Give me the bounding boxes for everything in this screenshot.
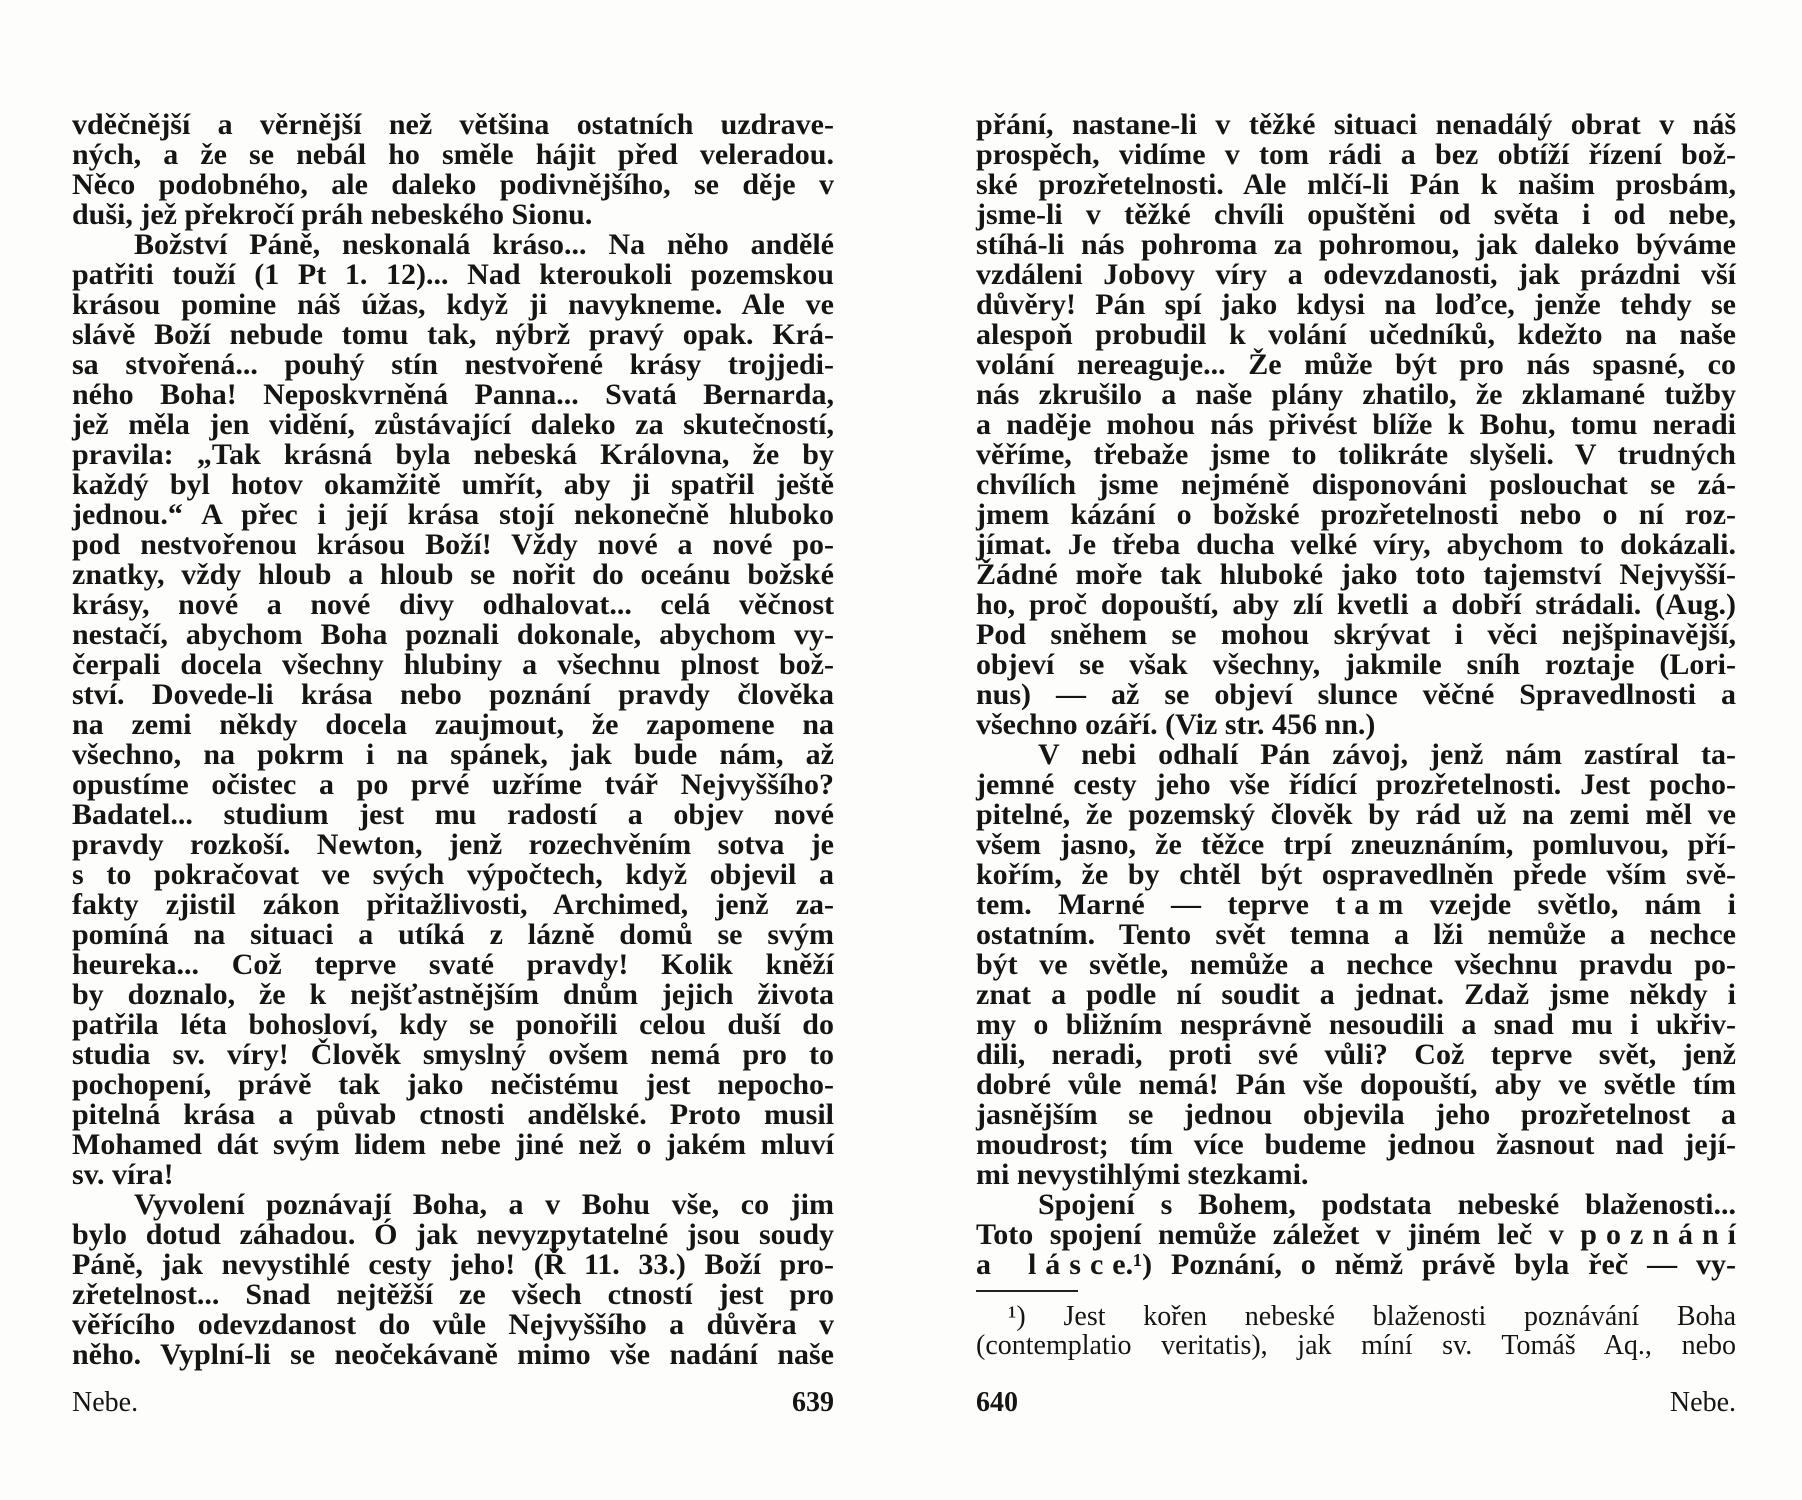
text-line: pitelné, že pozemský člověk by rád už na zemi měl ve [976,798,1736,831]
text-line: pitelná krása a půvab ctnosti andělské. Proto musil [72,1098,834,1131]
text-line: prospěch, vidíme v tom rádi a bez obtíží řízení bož- [976,138,1736,171]
right-page-footer [976,1388,1736,1418]
text-line: stíhá-li nás pohroma za pohromou, jak daleko býváme [976,228,1736,261]
footnote [976,1302,1736,1360]
text-line [976,1250,1736,1280]
text-line: pomíná na situaci a utíká z lázně domů se svým [72,918,834,951]
text-line: něho. Vyplní-li se neočekávaně mimo vše nadání naše [72,1338,834,1371]
text-line: ných, a že se nebál ho směle hájit před veleradou. [72,138,834,171]
text-line: Žádné moře tak hluboké jako toto tajemství Nejvyšší- [976,558,1736,591]
text-line: jež měla jen vidění, zůstávající daleko za skutečností, [72,408,834,441]
text-line: pod nestvořenou krásou Boží! Vždy nové a nové po- [72,528,834,561]
text-line: věříme, třebaže jsme to tolikráte slyšeli. V trudných [976,438,1736,471]
text-line: všechno, na pokrm i na spánek, jak bude nám, až [72,738,834,771]
text-line: znatky, vždy hloub a hloub se nořit do oceánu božské [72,558,834,591]
text-line: pravdy rozkoší. Newton, jenž rozechvěním sotva je [72,828,834,861]
text-line: jmem kázání o božské prozřetelnosti nebo o ní roz- [976,498,1736,531]
text-line: vzdáleni Jobovy víry a odevzdanosti, jak prázdni vší [976,258,1736,291]
text-line: heureka... Což teprve svaté pravdy! Kolik kněží [72,948,834,981]
text-line: my o bližním nesprávně nesoudili a snad mu i ukřiv- [976,1008,1736,1041]
text-line: nus) — až se objeví slunce věčné Spravedlnosti a [976,678,1736,711]
text-line: všem jasno, že těžce trpí zneuznáním, pomluvou, pří- [976,828,1736,861]
text-line: sa stvořená... pouhý stín nestvořené krásy trojjedi- [72,348,834,381]
text-line: jímat. Je třeba ducha velké víry, abychom to dokázali. [976,528,1736,561]
text-line: volání nereaguje... Že může být pro nás spasné, co [976,348,1736,381]
text-line: krásou pomine náš úžas, když ji navykneme. Ale ve [72,288,834,321]
right-page-text [976,108,1745,1281]
text-segment: Toto spojení nemůže záležet v jiném leč v [976,1218,1581,1251]
text-line: sv. víra! [72,1158,174,1191]
text-line: důvěry! Pán spí jako kdysi na loďce, jenže tehdy se [976,288,1736,321]
text-line: každý byl hotov okamžitě umřít, aby ji spatřil ještě [72,468,834,501]
text-line: pochopení, právě tak jako nečistému jest nepocho- [72,1068,834,1101]
text-line: Pod sněhem se mohou skrývat i věci nejšpinavější, [976,618,1736,651]
text-line: mi nevystihlými stezkami. [976,1158,1309,1191]
text-line: Mohamed dát svým lidem nebe jiné než o jakém mluví [72,1128,834,1161]
text-line: Vyvolení poznávají Boha, a v Bohu vše, co jim [134,1188,834,1221]
text-line: V nebi odhalí Pán závoj, jenž nám zastíral ta- [1038,738,1736,771]
text-line: přání, nastane-li v těžké situaci nenadálý obrat v náš [976,108,1736,141]
left-page-footer [72,1388,834,1418]
text-line: Něco podobného, ale daleko podivnějšího, se děje v [72,168,834,201]
text-line: Badatel... studium jest mu radostí a objev nové [72,798,834,831]
footnote-line: ¹) Jest kořen nebeské blaženosti poznávání Boha [1008,1301,1736,1332]
page-number: 639 [792,1387,834,1418]
text-line: být ve světle, nemůže a nechce všechnu pravdu po- [976,948,1736,981]
footnote-rule [976,1290,1078,1292]
text-line: nestačí, abychom Boha poznali dokonale, abychom vy- [72,618,834,651]
text-line: ného Boha! Neposkvrněná Panna... Svatá Bernarda, [72,378,834,411]
text-line: věřícího odevzdanost do vůle Nejvyššího a důvěra v [72,1308,834,1341]
text-line: duši, jež překročí práh nebeského Sionu. [72,198,593,231]
text-line: slávě Boží nebude tomu tak, nýbrž pravý opak. Krá- [72,318,834,351]
text-line: fakty zjistil zákon přitažlivosti, Archimed, jenž za- [72,888,834,921]
text-line: jasnějším se jednou objevila jeho prozřetelnost a [976,1098,1736,1131]
text-line: nás zkrušilo a naše plány zhatilo, že zklamané tužby [976,378,1736,411]
emphasized-word: a lásce [976,1248,1135,1281]
text-line: chvílích jsme nejméně disponováni poslouchat se zá- [976,468,1736,501]
running-title: Nebe. [1669,1387,1736,1418]
text-line: ství. Dovede-li krása nebo poznání pravdy člověka [72,678,834,711]
text-line [976,1218,1745,1251]
text-line: opustíme očistec a po prvé uzříme tvář Nejvyššího? [72,768,834,801]
text-line: s to pokračovat ve svých výpočtech, když objevil a [72,858,834,891]
text-segment: tem. Marné — teprve [976,888,1336,921]
text-line: Božství Páně, neskonalá kráso... Na něho andělé [134,228,834,261]
text-line: ské prozřetelnosti. Ale mlčí-li Pán k našim prosbám, [976,168,1736,201]
text-line: jednou.“ A přec i její krása stojí nekonečně hluboko [72,498,834,531]
text-segment: .¹) Poznání, o němž právě byla řeč — vy- [1125,1248,1737,1281]
text-line: pravila: „Tak krásná byla nebeská Královna, že by [72,438,834,471]
text-line: ho, proč dopouští, aby zlí kvetli a dobří strádali. (Aug.) [976,588,1736,621]
text-line: Spojení s Bohem, podstata nebeské blaženosti... [1038,1188,1736,1221]
emphasized-word: tam [1335,888,1413,921]
text-line: krásy, nové a nové divy odhalovat... celá věčnost [72,588,834,621]
text-line: studia sv. víry! Člověk smyslný ovšem nemá pro to [72,1038,834,1071]
emphasized-word: poznání [1580,1218,1745,1251]
text-line: jemné cesty jeho vše řídící prozřetelnosti. Jest pocho- [976,768,1736,801]
text-line: patřila léta bohosloví, kdy se ponořili celou duší do [72,1008,834,1041]
text-line: alespoň probudil k volání učedníků, kdežto na naše [976,318,1736,351]
text-line: bylo dotud záhadou. Ó jak nevyzpytatelné jsou soudy [72,1218,834,1251]
text-line: všechno ozáří. (Viz str. 456 nn.) [976,708,1376,741]
text-segment: vzejde světlo, nám i [1403,888,1736,921]
running-title: Nebe. [72,1387,139,1418]
left-page-text [72,110,834,1370]
text-line: vděčnější a věrnější než většina ostatních uzdrave- [72,108,834,141]
text-line: moudrost; tím více budeme jednou žasnout nad její- [976,1128,1736,1161]
text-line: dobré vůle nemá! Pán vše dopouští, aby ve světle tím [976,1068,1736,1101]
text-line: dili, neradi, proti své vůli? Což teprve svět, jenž [976,1038,1736,1071]
text-line [976,890,1736,920]
text-line: na zemi někdy docela zaujmout, že zapomene na [72,708,834,741]
text-line: by doznalo, že k nejšťastnějším dnům jejich života [72,978,834,1011]
text-line: patřiti touží (1 Pt 1. 12)... Nad kteroukoli pozemskou [72,258,834,291]
footnote-line: (contemplatio veritatis), jak míní sv. Tomáš Aq., nebo [976,1330,1736,1361]
text-line: a naděje mohou nás přivést blíže k Bohu, tomu neradi [976,408,1736,441]
text-line: znat a podle ní soudit a jednat. Zdaž jsme někdy i [976,978,1736,1011]
text-line: objeví se však všechny, jakmile sníh roztaje (Lori- [976,648,1736,681]
text-line: Páně, jak nevystihlé cesty jeho! (Ř 11. 33.) Boží pro- [72,1248,834,1281]
text-line: ostatním. Tento svět temna a lži nemůže a nechce [976,918,1736,951]
page-number: 640 [976,1387,1018,1418]
text-line: čerpali docela všechny hlubiny a všechnu plnost bož- [72,648,834,681]
text-line: kořím, že by chtěl být ospravedlněn přede vším svě- [976,858,1736,891]
text-line: zřetelnost... Snad nejtěžší ze všech ctností jest pro [72,1278,834,1311]
text-line: jsme-li v těžké chvíli opuštěni od světa i od nebe, [976,198,1736,231]
